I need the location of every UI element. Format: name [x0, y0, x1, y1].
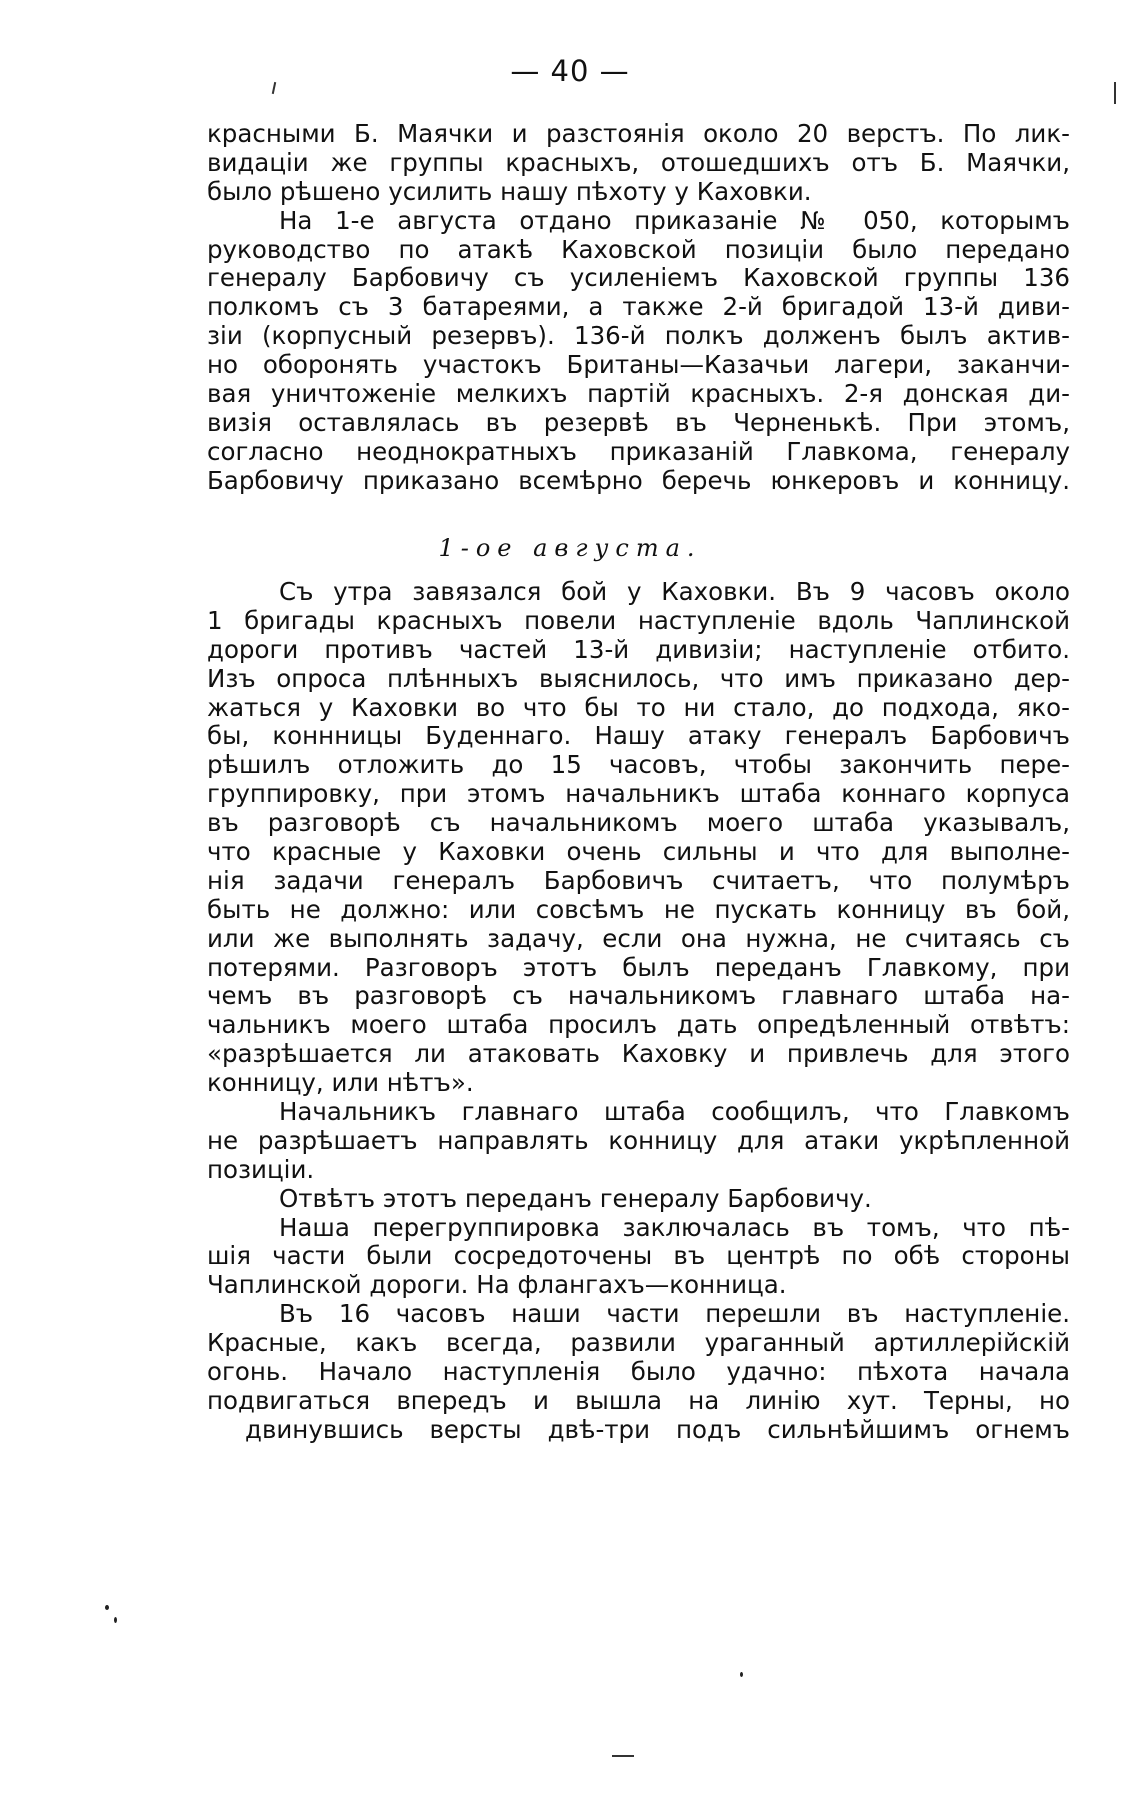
text-line: Съ утра завязался бой у Каховки. Въ 9 часовъ около	[279, 577, 1070, 606]
text-line: красными Б. Маячки и разстоянія около 20 верстъ. По лик-	[207, 119, 1070, 148]
text-line: двинувшись версты двѣ-три подъ сильнѣйшимъ огнемъ	[245, 1414, 1070, 1444]
text-line: конницу, или нѣтъ».	[207, 1068, 474, 1098]
text-line: Изъ опроса плѣнныхъ выяснилось, что имъ приказано дер-	[207, 663, 1070, 693]
text-block-1	[207, 120, 1070, 496]
text-line: Начальникъ главнаго штаба сообщилъ, что Главкомъ	[279, 1097, 1070, 1127]
text-line: не разрѣшаетъ направлять конницу для атаки укрѣпленной	[207, 1125, 1070, 1155]
text-line: 1 бригады красныхъ повели наступленіе вдоль Чаплинской	[207, 605, 1070, 635]
text-line: вая уничтоженіе мелкихъ партій красныхъ. 2-я донская ди-	[207, 379, 1070, 409]
text-line: подвигаться впередъ и вышла на линію хут. Терны, но	[207, 1385, 1070, 1415]
text-line: визія оставлялась въ резервѣ въ Черненькѣ. При этомъ,	[207, 407, 1070, 437]
text-line: бы, коннницы Буденнаго. Нашу атаку генералъ Барбовичъ	[207, 721, 1070, 751]
text-line: въ разговорѣ съ начальникомъ моего штаба указывалъ,	[207, 808, 1070, 838]
text-line: Чаплинской дороги. На флангахъ—конница.	[207, 1270, 787, 1300]
scan-mark	[740, 1672, 743, 1677]
page-number: — 40 —	[510, 54, 630, 88]
text-line: чемъ въ разговорѣ съ начальникомъ главнаго штаба на-	[207, 981, 1070, 1011]
text-line: Барбовичу приказано всемѣрно беречь юнкеровъ и конницу.	[207, 465, 1070, 495]
text-line: быть не должно: или совсѣмъ не пускать конницу въ бой,	[207, 894, 1070, 924]
text-line: полкомъ съ 3 батареями, а также 2-й бригадой 13-й диви-	[207, 292, 1070, 322]
text-block-2	[207, 578, 1070, 1445]
text-line: огонь. Начало наступленія было удачно: пѣхота начала	[207, 1357, 1070, 1387]
text-line: рѣшилъ отложить до 15 часовъ, чтобы закончить перe-	[207, 750, 1070, 780]
text-line: руководство по атакѣ Каховской позиціи было передано	[207, 234, 1070, 264]
text-line: «разрѣшается ли атаковать Каховку и привлечь для этого	[207, 1039, 1070, 1069]
scan-mark	[114, 1617, 117, 1623]
text-line: шія части были сосредоточены въ центрѣ по обѣ стороны	[207, 1241, 1070, 1271]
text-line: Въ 16 часовъ наши части перешли въ наступленіе.	[279, 1299, 1070, 1329]
text-line: но оборонять участокъ Британы—Казачьи лагери, заканчи-	[207, 350, 1070, 380]
text-line: жаться у Каховки во что бы то ни стало, до подхода, яко-	[207, 692, 1070, 722]
text-line: группировку, при этомъ начальникъ штаба коннаго корпуса	[207, 779, 1070, 809]
text-line: чальникъ моего штаба просилъ дать опредѣленный отвѣтъ:	[207, 1010, 1070, 1040]
scan-mark	[612, 1755, 634, 1757]
text-line: На 1-е августа отдано приказаніе № 050, которымъ	[279, 205, 1070, 235]
section-heading: 1-ое августа.	[438, 534, 702, 562]
text-line: Отвѣтъ этотъ переданъ генералу Барбовичу.	[279, 1183, 872, 1213]
text-line: дороги противъ частей 13-й дивизіи; наступленіе отбито.	[207, 634, 1070, 664]
text-line: зіи (корпусный резервъ). 136-й полкъ долженъ былъ актив-	[207, 321, 1070, 351]
text-line: нія задачи генералъ Барбовичъ считаетъ, что полумѣръ	[207, 865, 1070, 895]
text-line: позиціи.	[207, 1154, 315, 1184]
text-line: генералу Барбовичу съ усиленіемъ Каховской группы 136	[207, 263, 1070, 293]
text-line: или же выполнять задачу, если она нужна, не считаясь съ	[207, 923, 1070, 953]
text-line: что красные у Каховки очень сильны и что для выполне-	[207, 837, 1070, 867]
text-line: потерями. Разговоръ этотъ былъ переданъ Главкому, при	[207, 952, 1070, 982]
text-line: было рѣшено усилить нашу пѣхоту у Каховки.	[207, 176, 812, 206]
text-line: видаціи же группы красныхъ, отошедшихъ отъ Б. Маячки,	[207, 147, 1070, 177]
scan-mark	[1114, 82, 1116, 104]
text-line: Наша перегруппировка заключалась въ томъ, что пѣ-	[279, 1212, 1070, 1242]
text-line: согласно неоднократныхъ приказаній Главкома, генералу	[207, 436, 1070, 466]
scan-mark	[105, 1605, 109, 1610]
text-line: Красные, какъ всегда, развили ураганный артиллерійскій	[207, 1328, 1070, 1358]
